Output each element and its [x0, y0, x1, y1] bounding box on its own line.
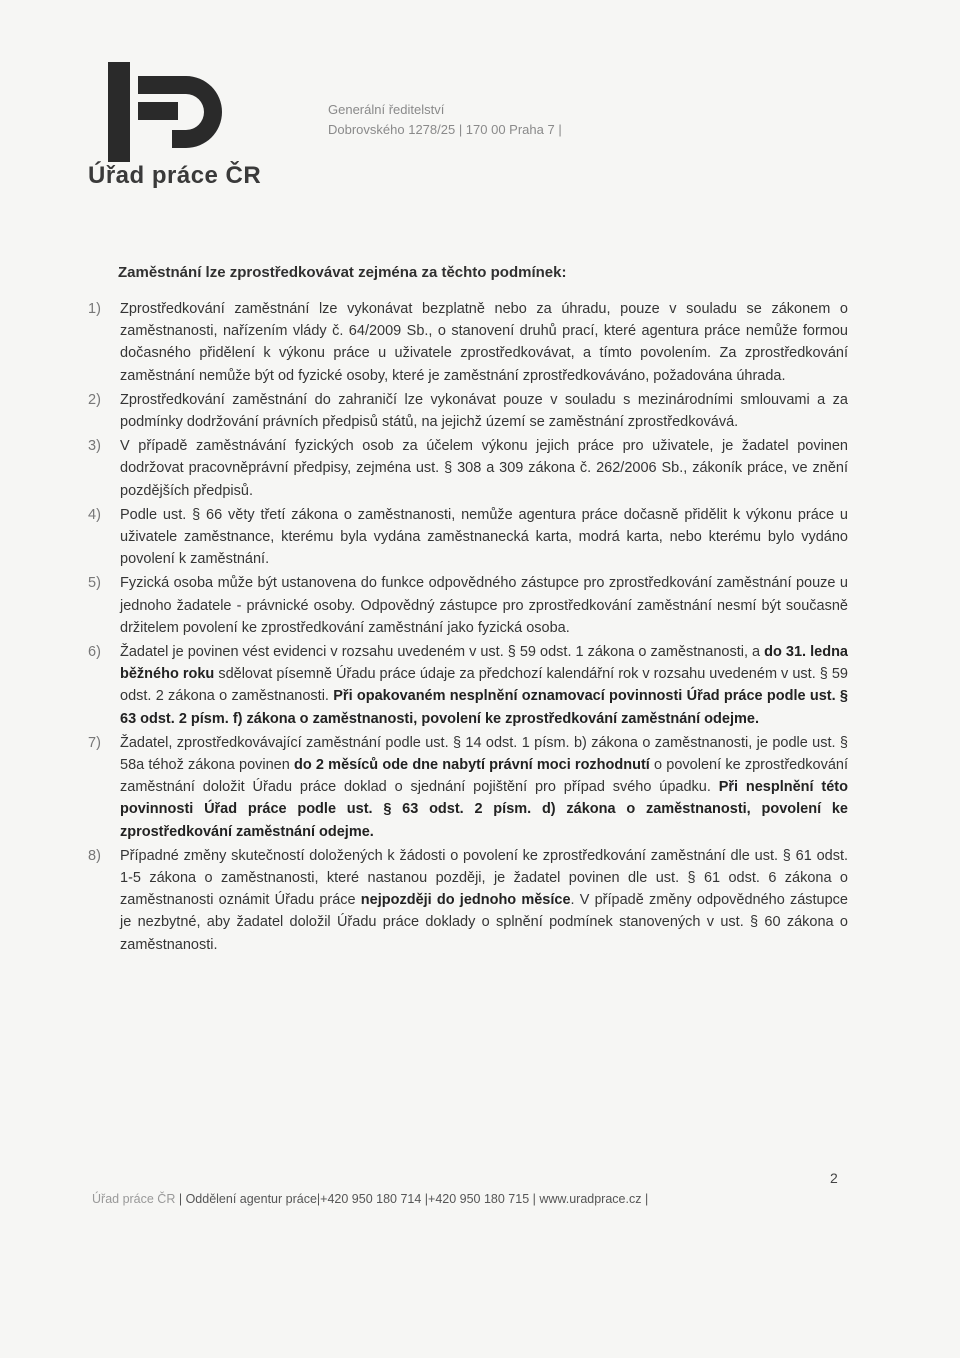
condition-text-segment: Zprostředkování zaměstnání do zahraničí lze vykonávat pouze v souladu s mezinárodními smlouvami a za podmínky dodržování právních předpisů států, na jejichž území se zaměstnání zprostředkovává. [120, 391, 848, 431]
condition-text-bold: Při nesplnění této povinnosti Úřad práce podle ust. § 63 odst. 2 písm. d) zákona o zaměstnanosti, povolení ke zprostředkování zaměstnání odejme. [120, 779, 848, 840]
condition-number: 7) [88, 734, 101, 751]
condition-item [88, 435, 848, 502]
condition-item [88, 572, 848, 639]
urad-prace-logo [78, 62, 262, 192]
condition-text [120, 298, 848, 387]
urad-prace-logo-mark [108, 62, 248, 162]
condition-number: 6) [88, 644, 101, 661]
condition-text-segment: . V případě změny odpovědného zástupce je nezbytné, aby žadatel doložil Úřadu práce doklady o splnění podmínek stanovených v ust. § 60 zákona o zaměstnanosti. [120, 892, 848, 953]
condition-text-bold: nejpozději do jednoho měsíce [360, 892, 571, 909]
condition-text-segment: Podle ust. § 66 věty třetí zákona o zaměstnanosti, nemůže agentura práce dočasně přidělit k výkonu práce u uživatele zaměstnance, kterému byla vydána zaměstnanecká karta, modrá karta, nebo kterému bylo vydáno povolení k zaměstnání. [120, 506, 848, 568]
condition-number: 5) [88, 575, 101, 592]
condition-text-bold: do 2 měsíců ode dne nabytí právní moci rozhodnutí [294, 757, 650, 774]
condition-text-segment: o povolení ke zprostředkování zaměstnání doložit Úřadu práce doklad o sjednání pojištění pro případ svého úpadku. [120, 757, 848, 796]
condition-text-bold: do 31. ledna běžného roku [120, 644, 848, 683]
condition-number: 1) [88, 301, 101, 317]
conditions-list [88, 298, 848, 956]
condition-item [88, 389, 848, 433]
condition-item [88, 504, 848, 571]
condition-text [120, 504, 848, 571]
condition-text-segment: Žadatel, zprostředkovávající zaměstnání podle ust. § 14 odst. 1 písm. b) zákona o zaměstnanosti, je podle ust. § 58a téhož zákona povinen [120, 734, 848, 774]
condition-text-segment: sdělovat písemně Úřadu práce údaje za předchozí kalendářní rok v rozsahu uvedeném v ust. § 59 odst. 2 zákona o zaměstnanosti. [120, 666, 848, 705]
brand-name: Úřad práce ČR [88, 162, 262, 189]
condition-item [88, 298, 848, 387]
condition-text [120, 641, 848, 730]
footer-org: Úřad práce ČR [92, 1192, 176, 1206]
condition-text-bold: Při opakovaném nesplnění oznamovací povinnosti Úřad práce podle ust. § 63 odst. 2 písm. f) zákona o zaměstnanosti, povolení ke zprostředkování zaměstnání odejme. [120, 688, 848, 727]
address-line-2: Dobrovského 1278/25 | 170 00 Praha 7 | [328, 122, 562, 137]
condition-text [120, 435, 848, 502]
condition-number: 2) [88, 391, 101, 408]
condition-number: 3) [88, 438, 101, 455]
condition-item [88, 732, 848, 843]
condition-number: 8) [88, 847, 101, 864]
document-body [88, 262, 848, 958]
condition-text [120, 732, 848, 843]
condition-item [88, 641, 848, 730]
conditions-intro: Zaměstnání lze zprostředkovávat zejména za těchto podmínek: [118, 264, 567, 281]
header-address [328, 100, 562, 140]
footer-contacts: | Oddělení agentur práce|+420 950 180 714 |+420 950 180 715 | www.uradprace.cz | [175, 1192, 649, 1206]
condition-text-segment: Případné změny skutečností doložených k žádosti o povolení ke zprostředkování zaměstnání dle ust. § 61 odst. 1-5 zákona o zaměstnanosti, které nastanou později, je žadatel povinen dle ust. § 61 odst. 6 zákona o zaměstnanosti oznámit Úřadu práce [120, 847, 848, 909]
condition-text-segment: Žadatel je povinen vést evidenci v rozsahu uvedeném v ust. § 59 odst. 1 zákona o zaměstnanosti, a [120, 644, 765, 661]
condition-text-segment: Fyzická osoba může být ustanovena do funkce odpovědného zástupce pro zprostředkování zaměstnání pouze u jednoho žadatele - právnické osoby. Odpovědný zástupce pro zprostředkování zaměstnání nesmí být současně držitelem povolení ke zprostředkování zaměstnání jako fyzická osoba. [120, 575, 848, 636]
page-footer [92, 1192, 648, 1206]
condition-text-segment: Zprostředkování zaměstnání lze vykonávat bezplatně nebo za úhradu, pouze v souladu se zákonem o zaměstnanosti, nařízením vlády č. 64/2009 Sb., o stanovení druhů prací, které agentura práce nemůže formou dočasného přidělení k výkonu práce u uživatele zprostředkovávat, a tímto povolením. Za zprostředkování zaměstnání nemůže být od fyzické osoby, které je zaměstnání zprostředkováváno, požadována úhrada. [120, 301, 848, 384]
address-line-1: Generální ředitelství [328, 102, 445, 117]
condition-text [120, 389, 848, 433]
condition-text-segment: V případě zaměstnávání fyzických osob za účelem výkonu jejich práce pro uživatele, je žadatel povinen dodržovat pracovněprávní předpisy, zejména ust. § 308 a 309 zákona č. 262/2006 Sb., zákoník práce, ve znění pozdějších předpisů. [120, 438, 848, 499]
condition-text [120, 845, 848, 956]
condition-text [120, 572, 848, 639]
condition-item [88, 845, 848, 956]
page-number: 2 [830, 1170, 838, 1186]
condition-number: 4) [88, 506, 101, 523]
